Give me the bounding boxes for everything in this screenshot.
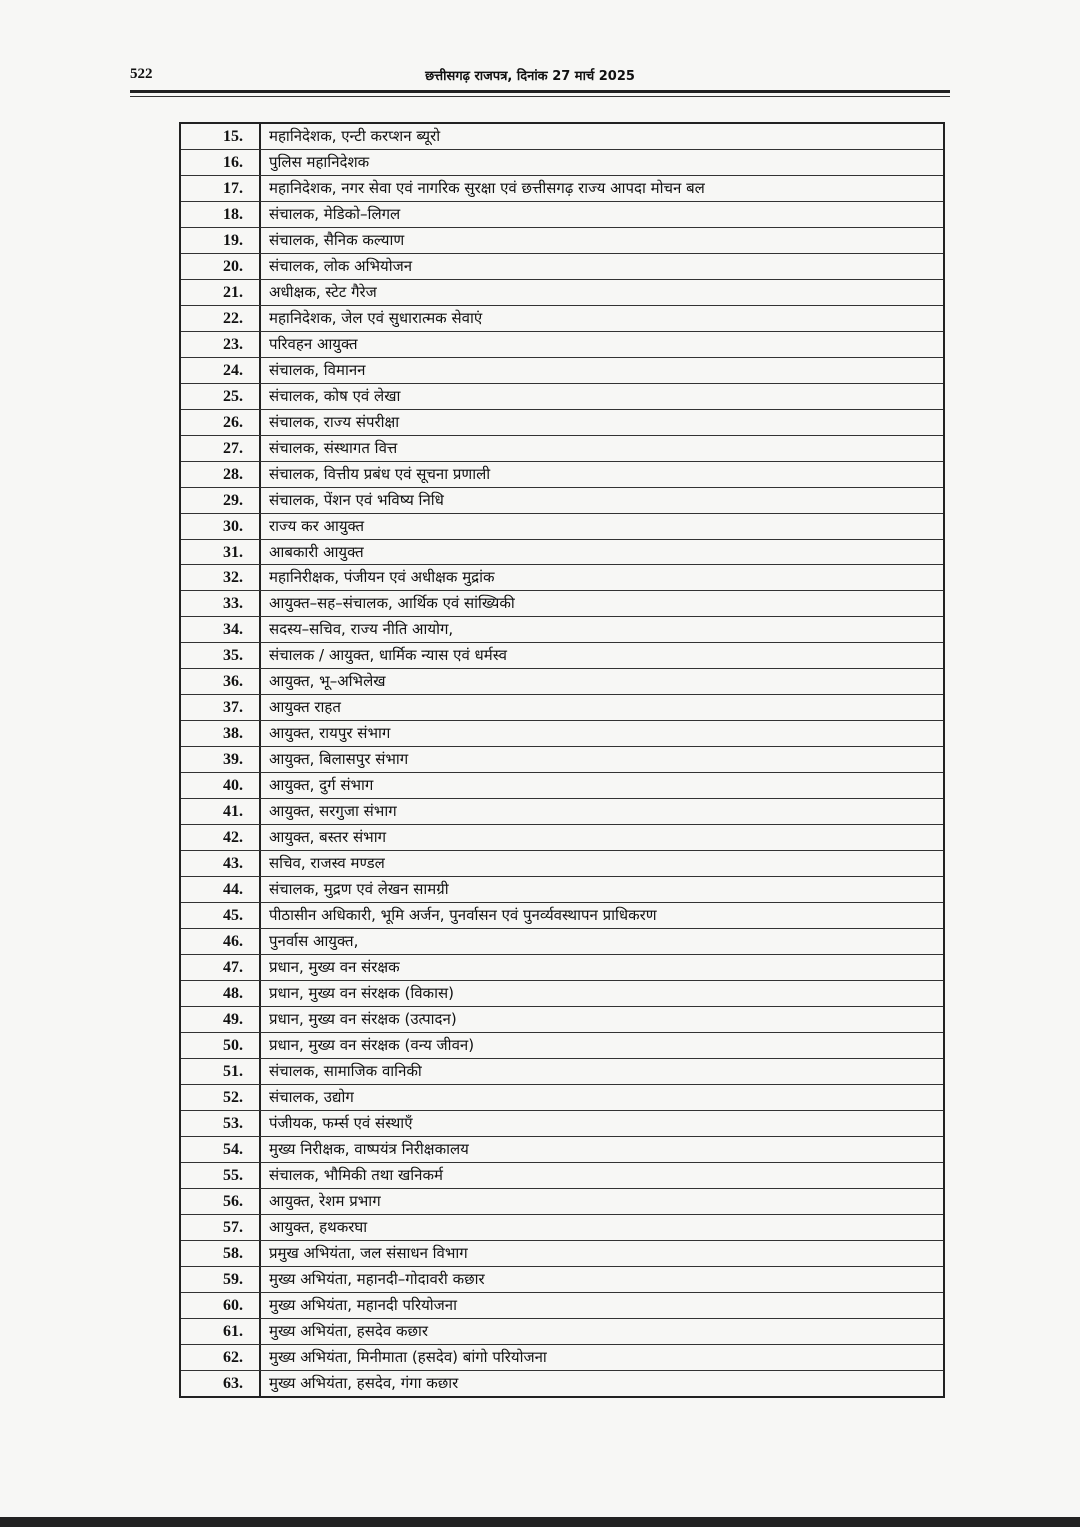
row-number: 26. xyxy=(181,410,261,435)
row-designation: मुख्य अभियंता, महानदी परियोजना xyxy=(269,1295,458,1314)
row-number: 38. xyxy=(181,721,261,746)
row-number: 56. xyxy=(181,1189,261,1214)
row-designation: आयुक्त, बस्तर संभाग xyxy=(269,828,387,847)
table-row xyxy=(181,124,943,150)
row-designation: आयुक्त, हथकरघा xyxy=(269,1217,368,1236)
table-row xyxy=(181,462,943,488)
row-designation: पीठासीन अधिकारी, भूमि अर्जन, पुनर्वासन एवं पुनर्व्यवस्थापन प्राधिकरण xyxy=(269,906,657,925)
row-number: 35. xyxy=(181,643,261,668)
row-designation: अधीक्षक, स्टेट गैरेज xyxy=(269,282,377,301)
row-number: 18. xyxy=(181,202,261,227)
row-designation: संचालक, पेंशन एवं भविष्य निधि xyxy=(269,490,444,509)
table-row xyxy=(181,1241,943,1267)
row-designation: पुलिस महानिदेशक xyxy=(269,152,370,171)
row-designation: आयुक्त, सरगुजा संभाग xyxy=(269,802,397,821)
table-row xyxy=(181,565,943,591)
row-designation: महानिदेशक, एन्टी करप्शन ब्यूरो xyxy=(269,127,441,145)
row-designation: आबकारी आयुक्त xyxy=(269,542,364,561)
row-designation: परिवहन आयुक्त xyxy=(269,334,358,353)
row-designation: मुख्य अभियंता, महानदी–गोदावरी कछार xyxy=(269,1269,485,1288)
row-designation: संचालक, मेडिको–लिगल xyxy=(269,204,401,223)
row-designation: प्रधान, मुख्य वन संरक्षक xyxy=(269,958,400,976)
row-designation: संचालक, कोष एवं लेखा xyxy=(269,386,401,405)
table-row xyxy=(181,1059,943,1085)
row-designation: आयुक्त–सह–संचालक, आर्थिक एवं सांख्यिकी xyxy=(269,594,515,613)
row-number: 46. xyxy=(181,929,261,954)
table-row xyxy=(181,306,943,332)
header-rule-thick xyxy=(130,90,950,93)
row-number: 36. xyxy=(181,669,261,694)
row-designation: पंजीयक, फर्म्स एवं संस्थाएँ xyxy=(269,1113,413,1132)
row-number: 57. xyxy=(181,1215,261,1240)
table-row xyxy=(181,228,943,254)
table-row xyxy=(181,669,943,695)
table-row xyxy=(181,384,943,410)
table-row xyxy=(181,540,943,566)
row-number: 54. xyxy=(181,1137,261,1162)
table-row xyxy=(181,202,943,228)
table-row xyxy=(181,721,943,747)
row-designation: मुख्य अभियंता, हसदेव कछार xyxy=(269,1321,429,1340)
row-designation: संचालक, मुद्रण एवं लेखन सामग्री xyxy=(269,880,449,899)
row-number: 63. xyxy=(181,1371,261,1397)
row-number: 32. xyxy=(181,565,261,590)
row-designation: आयुक्त राहत xyxy=(269,698,341,717)
row-number: 23. xyxy=(181,332,261,357)
row-number: 53. xyxy=(181,1111,261,1136)
table-row xyxy=(181,1137,943,1163)
row-designation: संचालक, उद्योग xyxy=(269,1087,354,1106)
row-designation: प्रधान, मुख्य वन संरक्षक (उत्पादन) xyxy=(269,1009,457,1028)
row-number: 30. xyxy=(181,514,261,539)
row-number: 24. xyxy=(181,358,261,383)
table-row xyxy=(181,410,943,436)
row-designation: सचिव, राजस्व मण्डल xyxy=(269,854,385,873)
page-number: 522 xyxy=(130,66,153,82)
row-number: 25. xyxy=(181,384,261,409)
row-number: 47. xyxy=(181,955,261,980)
row-number: 52. xyxy=(181,1085,261,1110)
table-row xyxy=(181,176,943,202)
bottom-bar xyxy=(0,1517,1080,1527)
row-number: 41. xyxy=(181,799,261,824)
row-number: 40. xyxy=(181,773,261,798)
row-number: 55. xyxy=(181,1163,261,1188)
table-row xyxy=(181,358,943,384)
row-designation: मुख्य अभियंता, हसदेव, गंगा कछार xyxy=(269,1373,459,1392)
row-designation: मुख्य अभियंता, मिनीमाता (हसदेव) बांगो परियोजना xyxy=(269,1347,547,1366)
row-number: 44. xyxy=(181,877,261,902)
table-row xyxy=(181,1371,943,1397)
table-row xyxy=(181,591,943,617)
row-designation: महानिरीक्षक, पंजीयन एवं अधीक्षक मुद्रांक xyxy=(269,568,495,587)
row-number: 15. xyxy=(181,124,261,149)
row-designation: सदस्य–सचिव, राज्य नीति आयोग, xyxy=(269,620,454,639)
table-row xyxy=(181,150,943,176)
row-designation: प्रधान, मुख्य वन संरक्षक (वन्य जीवन) xyxy=(269,1035,475,1054)
row-number: 49. xyxy=(181,1007,261,1032)
officials-table xyxy=(179,122,945,1398)
table-row xyxy=(181,1111,943,1137)
table-row xyxy=(181,877,943,903)
table-row xyxy=(181,1293,943,1319)
table-row xyxy=(181,929,943,955)
row-number: 59. xyxy=(181,1267,261,1292)
row-designation: आयुक्त, रेशम प्रभाग xyxy=(269,1191,381,1210)
table-row xyxy=(181,332,943,358)
row-designation: महानिदेशक, नगर सेवा एवं नागरिक सुरक्षा एवं छत्तीसगढ़ राज्य आपदा मोचन बल xyxy=(269,178,705,197)
row-designation: आयुक्त, भू–अभिलेख xyxy=(269,672,386,691)
table-row xyxy=(181,773,943,799)
table-row xyxy=(181,1007,943,1033)
row-number: 58. xyxy=(181,1241,261,1266)
table-row xyxy=(181,1345,943,1371)
row-designation: महानिदेशक, जेल एवं सुधारात्मक सेवाएं xyxy=(269,308,483,327)
table-row xyxy=(181,825,943,851)
row-number: 33. xyxy=(181,591,261,616)
table-row xyxy=(181,1319,943,1345)
table-row xyxy=(181,903,943,929)
row-designation: संचालक, सामाजिक वानिकी xyxy=(269,1061,422,1080)
row-number: 21. xyxy=(181,280,261,305)
row-number: 39. xyxy=(181,747,261,772)
row-number: 62. xyxy=(181,1345,261,1370)
row-number: 22. xyxy=(181,306,261,331)
gazette-title: छत्तीसगढ़ राजपत्र, दिनांक 27 मार्च 2025 xyxy=(425,69,635,84)
row-number: 20. xyxy=(181,254,261,279)
row-number: 27. xyxy=(181,436,261,461)
table-row xyxy=(181,514,943,540)
row-designation: मुख्य निरीक्षक, वाष्पयंत्र निरीक्षकालय xyxy=(269,1139,469,1158)
row-designation: संचालक, भौमिकी तथा खनिकर्म xyxy=(269,1165,443,1184)
table-row xyxy=(181,799,943,825)
row-number: 31. xyxy=(181,540,261,565)
row-designation: पुनर्वास आयुक्त, xyxy=(269,932,359,951)
row-number: 28. xyxy=(181,462,261,487)
row-designation: आयुक्त, रायपुर संभाग xyxy=(269,724,391,743)
row-number: 43. xyxy=(181,851,261,876)
table-row xyxy=(181,1033,943,1059)
row-designation: प्रमुख अभियंता, जल संसाधन विभाग xyxy=(269,1243,468,1262)
row-number: 37. xyxy=(181,695,261,720)
row-number: 29. xyxy=(181,488,261,513)
table-row xyxy=(181,747,943,773)
row-designation: संचालक, सैनिक कल्याण xyxy=(269,230,405,249)
table-row xyxy=(181,1189,943,1215)
row-designation: संचालक, लोक अभियोजन xyxy=(269,256,413,275)
table-row xyxy=(181,981,943,1007)
row-designation: आयुक्त, दुर्ग संभाग xyxy=(269,776,374,795)
table-row xyxy=(181,1267,943,1293)
page-header xyxy=(130,66,950,88)
row-designation: संचालक / आयुक्त, धार्मिक न्यास एवं धर्मस्व xyxy=(269,646,507,665)
row-number: 48. xyxy=(181,981,261,1006)
row-designation: प्रधान, मुख्य वन संरक्षक (विकास) xyxy=(269,983,454,1002)
table-row xyxy=(181,851,943,877)
row-designation: राज्य कर आयुक्त xyxy=(269,516,365,535)
table-row xyxy=(181,1163,943,1189)
row-number: 50. xyxy=(181,1033,261,1058)
table-row xyxy=(181,955,943,981)
table-row xyxy=(181,254,943,280)
row-number: 17. xyxy=(181,176,261,201)
row-designation: आयुक्त, बिलासपुर संभाग xyxy=(269,750,409,769)
table-row xyxy=(181,1215,943,1241)
row-designation: संचालक, राज्य संपरीक्षा xyxy=(269,412,400,431)
table-row xyxy=(181,488,943,514)
table-row xyxy=(181,695,943,721)
table-row xyxy=(181,436,943,462)
header-rule-thin xyxy=(130,96,950,97)
row-designation: संचालक, संस्थागत वित्त xyxy=(269,438,398,457)
row-designation: संचालक, वित्तीय प्रबंध एवं सूचना प्रणाली xyxy=(269,464,491,483)
table-row xyxy=(181,643,943,669)
table-row xyxy=(181,1085,943,1111)
row-number: 34. xyxy=(181,617,261,642)
row-number: 16. xyxy=(181,150,261,175)
row-designation: संचालक, विमानन xyxy=(269,360,366,379)
row-number: 60. xyxy=(181,1293,261,1318)
row-number: 19. xyxy=(181,228,261,253)
table-row xyxy=(181,280,943,306)
row-number: 51. xyxy=(181,1059,261,1084)
table-row xyxy=(181,617,943,643)
row-number: 45. xyxy=(181,903,261,928)
row-number: 61. xyxy=(181,1319,261,1344)
row-number: 42. xyxy=(181,825,261,850)
